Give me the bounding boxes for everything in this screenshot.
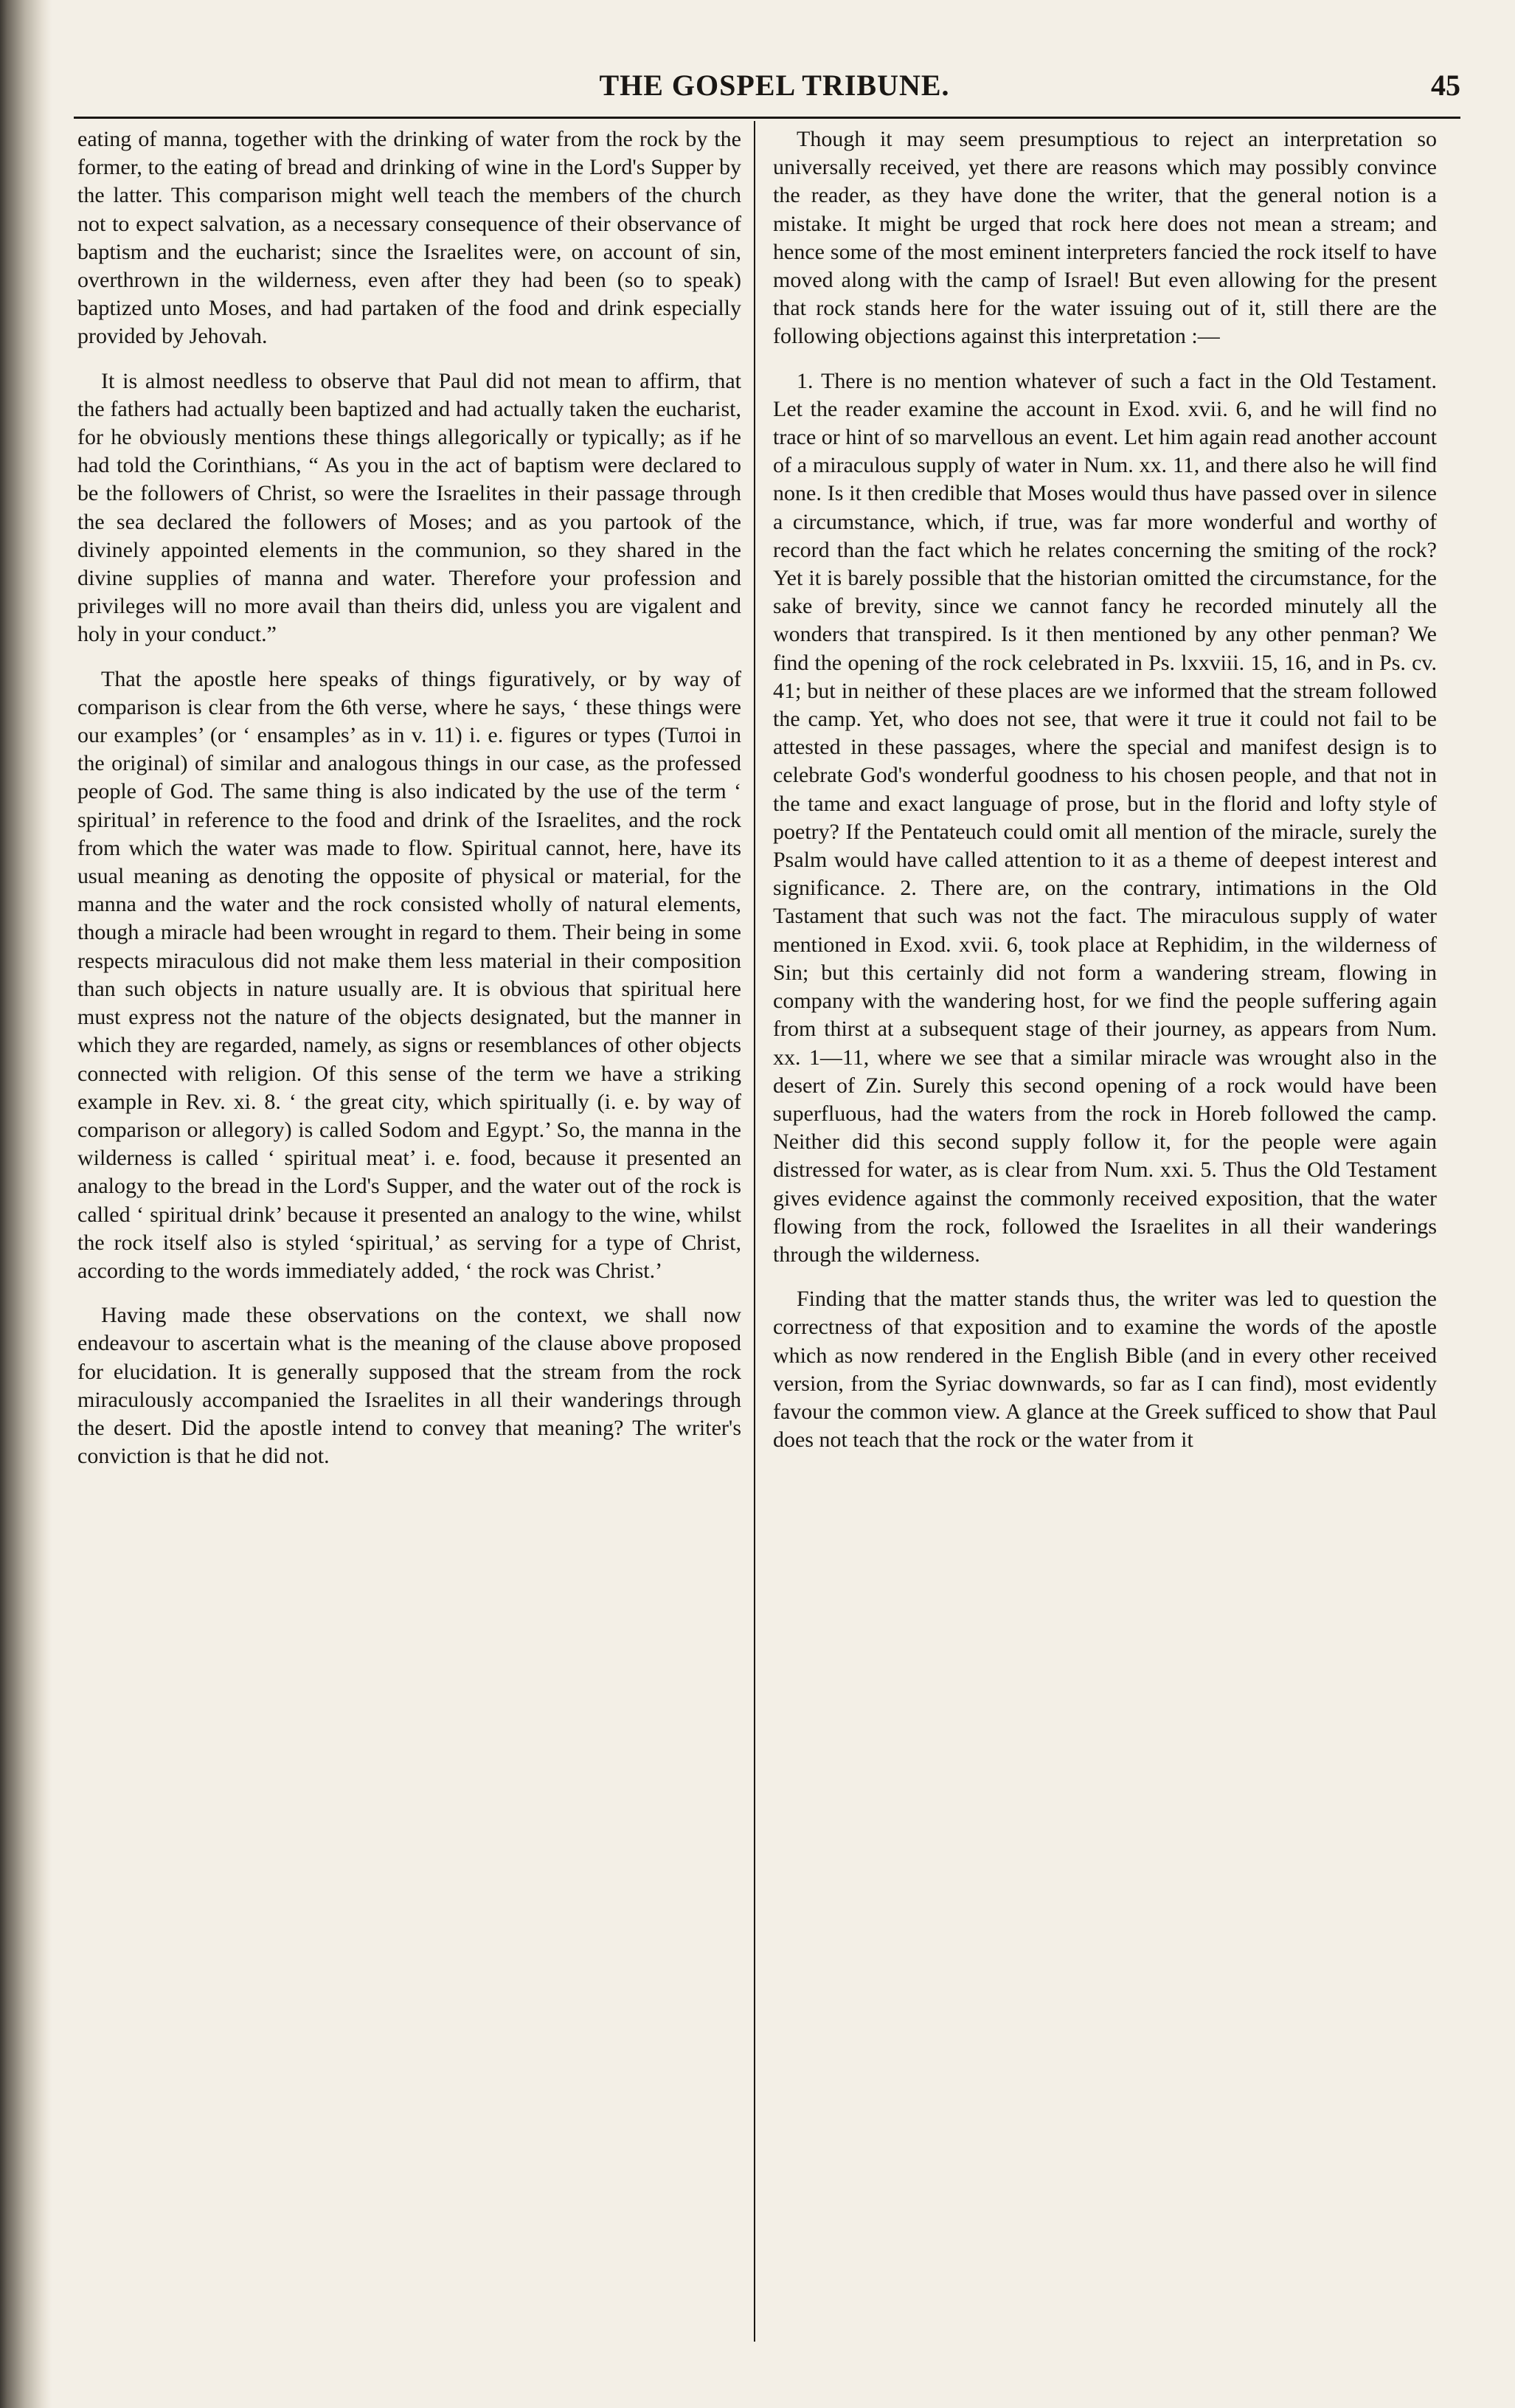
- paragraph: Finding that the matter stands thus, the writer was led to question the correctness of that exposition and to examine the words of the apostle which as now rendered in the English Bible (and in every other received version, from the Syriac downwards, so far as I can find), most evidently favour the common view. A glance at the Greek sufficed to show that Paul does not teach that the rock or the water from it: [773, 1287, 1437, 1453]
- right-column: [773, 125, 1437, 1470]
- paragraph: It is almost needless to observe that Paul did not mean to affirm, that the fathers had actually been baptized and had actually taken the eucharist, for he obviously mentions these things allegorically or typically; as if he had told the Corinthians, “ As you in the act of baptism were declared to be the followers of Christ, so were the Israelites in their passage through the sea declared the followers of Moses; and as you partook of the divinely appointed elements in the communion, so they shared in the divine supplies of manna and water. Therefore your profession and privileges will no more avail than theirs did, unless you are vigalent and holy in your conduct.”: [77, 368, 741, 647]
- paragraph: Though it may seem presumptious to reject an interpretation so universally received, yet there are reasons which may possibly convince the reader, as they have done the writer, that the general notion is a mistake. It might be urged that rock here does not mean a stream; and hence some of the most eminent interpreters fancied the rock itself to have moved along with the camp of Israel! But even allowing for the present that rock stands here for the water issuing out of it, still there are the following objections against this interpretation :—: [773, 127, 1437, 349]
- header-rule: [74, 117, 1460, 119]
- paragraph: Having made these observations on the context, we shall now endeavour to ascertain what is the meaning of the clause above proposed for elucidation. It is generally supposed that the stream from the rock miraculously accompanied the Israelites in all their wanderings through the desert. Did the apostle intend to convey that meaning? The writer's conviction is that he did not.: [77, 1303, 741, 1469]
- page-number: 45: [1431, 69, 1460, 102]
- running-title: THE GOSPEL TRIBUNE.: [599, 69, 950, 102]
- column-divider: [754, 121, 755, 2342]
- page-header: [89, 68, 1460, 112]
- paragraph: That the apostle here speaks of things figuratively, or by way of comparison is clear from the 6th verse, where he says, ‘ these things were our examples’ (or ‘ ensamples’ as in v. 11) i. e. figures or types (Tuπoi in the original) of similar and analogous things in our case, as the professed people of God. The same thing is also indicated by the use of the term ‘ spiritual’ in reference to the food and drink of the Israelites, and the rock from which the water was made to flow. Spiritual cannot, here, have its usual meaning as denoting the opposite of physical or material, for the manna and the water and the rock consisted wholly of natural elements, though a miracle had been wrought in regard to them. Their being in some respects miraculous did not make them less material in their composition than such objects in nature usually are. It is obvious that spiritual here must express not the nature of the objects designated, but the manner in which they are regarded, namely, as signs or resemblances of other objects connected with religion. Of this sense of the term we have a striking example in Rev. xi. 8. ‘ the great city, which spiritually (i. e. by way of comparison or allegory) is called Sodom and Egypt.’ So, the manna in the wilderness is called ‘ spiritual meat’ i. e. food, because it presented an analogy to the bread in the Lord's Supper, and the water out of the rock is called ‘ spiritual drink’ because it presented an analogy to the wine, whilst the rock itself also is styled ‘spiritual,’ as serving for a type of Christ, according to the words immediately added, ‘ the rock was Christ.’: [77, 666, 741, 1283]
- left-column: [77, 125, 741, 1487]
- paragraph: eating of manna, together with the drinking of water from the rock by the former, to the eating of bread and drinking of wine in the Lord's Supper by the latter. This comparison might well teach the members of the church not to expect salvation, as a necessary consequence of their observance of baptism and the eucharist; since the Israelites were, on account of sin, overthrown in the wilderness, even after they had been (so to speak) baptized unto Moses, and had partaken of the food and drink especially provided by Jehovah.: [77, 127, 741, 349]
- paragraph: 1. There is no mention whatever of such a fact in the Old Testament. Let the reader examine the account in Exod. xvii. 6, and he will find no trace or hint of so marvellous an event. Let him again read another account of a miraculous supply of water in Num. xx. 11, and there also he will find none. Is it then credible that Moses would thus have passed over in silence a circumstance, which, if true, was far more wonderful and worthy of record than the fact which he relates concerning the smiting of the rock? Yet it is barely possible that the historian omitted the circumstance, for the sake of brevity, since we cannot fancy he recorded minutely all the wonders that transpired. Is it then mentioned by any other penman? We find the opening of the rock celebrated in Ps. lxxviii. 15, 16, and in Ps. cv. 41; but in neither of these places are we informed that the stream followed the camp. Yet, who does not see, that were it true it could not fail to be attested in these passages, where the special and manifest design is to celebrate God's wonderful goodness to his chosen people, and that not in the tame and exact language of prose, but in the florid and lofty style of poetry? If the Pentateuch could omit all mention of the miracle, surely the Psalm would have called attention to it as a theme of deepest interest and significance. 2. There are, on the contrary, intimations in the Old Tastament that such was not the fact. The miraculous supply of water mentioned in Exod. xvii. 6, took place at Rephidim, in the wilderness of Sin; but this certainly did not form a wandering stream, flowing in company with the wandering host, for we find the people suffering again from thirst at a subsequent stage of their journey, as appears from Num. xx. 1—11, where we see that a similar miracle was wrought also in the desert of Zin. Surely this second opening of a rock would have been superfluous, had the waters from the rock in Horeb followed the camp. Neither did this second supply follow it, for the people were again distressed for water, as is clear from Num. xxi. 5. Thus the Old Testament gives evidence against the commonly received exposition, that the water flowing from the rock, followed the Israelites in all their wanderings through the wilderness.: [773, 368, 1437, 1267]
- page-binding-edge: [0, 0, 52, 2408]
